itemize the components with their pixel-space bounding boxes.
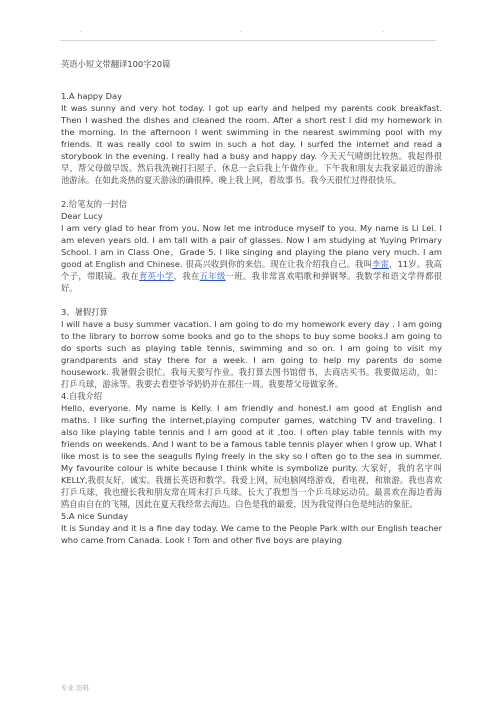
section-text: I will have a busy summer vacation. I am going to do my homework every day . I am going to the library to borrow some books and go to the shops to buy some books.I am going to do sports such as playing table tennis, swimming and so on. I am going to visit my grandparents and stay there for a week. I am going to help my parents do some housework. 我暑假会很忙。我每天要写作业。我打算去图书馆借书，去商店买书。我要做运动，如：打乒乓球，游泳等。我要去看望爷爷奶奶并在那住一周。我要帮父母做家务。 bbox=[61, 319, 442, 389]
section-heading: 2.给笔友的一封信 bbox=[61, 199, 127, 209]
section-4 bbox=[61, 390, 442, 510]
section-heading: 1.A happy Day bbox=[61, 91, 123, 101]
section-3 bbox=[61, 306, 442, 390]
underlined-term: 五年级 bbox=[199, 271, 226, 281]
underlined-term: 育英小学 bbox=[139, 271, 174, 281]
document-title: 英语小短文带翻译100字20篇 bbox=[61, 59, 171, 69]
section-text: It is Sunday and it is a fine day today. We came to the People Park with our English teacher who came from Canada. Look ! Tom and other five boys are playing bbox=[61, 523, 442, 545]
section-1 bbox=[61, 90, 442, 186]
section-heading: 5.A nice Sunday bbox=[61, 511, 129, 521]
letter-salutation: Dear Lucy bbox=[61, 211, 103, 221]
header-mark: . bbox=[382, 26, 385, 34]
section-heading: 4.自我介绍 bbox=[61, 391, 103, 401]
header-mark: . bbox=[240, 26, 243, 34]
page-footer: 专业.资料 bbox=[61, 684, 90, 692]
section-text: I am very glad to hear from you. Now let me introduce myself to you. My name is Li Lei. I am eleven years old. I am tall with a pair of glasses. Now I am studying at Yuying Primary School. I am in Class One，Grade 5. I like singing and playing the piano very much. I am good at English and Chinese. 很高兴收到你的来信。现在让我介绍我自己。我叫李雷，11岁。我高个子，带眼镜。我在育英小学，我在五年级一班。我非常喜欢唱歌和弹钢琴。我数学和语文学得都很好。 bbox=[61, 223, 442, 293]
underlined-term: 李雷 bbox=[372, 259, 390, 269]
section-text: Hello, everyone. My name is Kelly. I am friendly and honest.I am good at English and maths. I like surfing the internet,playing computer games, watching TV and traveling. I also like playing table tennis and I am good at it ,too. I often play table tennis with my friends on weekends. And I want to be a famous table tennis player when I grow up. What I like most is to see the seagulls flying freely in the sky so I often go to the sea in summer. My favourite colour is white because I think white is symbolize purity. 大家好，我的名字叫KELLY,我很友好，诚实。我擅长英语和数学。我爱上网，玩电脑网络游戏，看电视，和旅游。我也喜欢打乒乓球，我也擅长我和朋友常在周末打乒乓球。长大了我想当一个乒乓球运动员。最喜欢在海边看海鸥自由自在的飞翔，因此在夏天我经常去海边。白色是我的最爱，因为我觉得白色是纯洁的象征。 bbox=[61, 403, 442, 509]
section-5 bbox=[61, 510, 442, 546]
header-divider bbox=[60, 40, 436, 41]
section-heading: 3、暑假打算 bbox=[61, 307, 108, 317]
header-mark: . bbox=[80, 26, 83, 34]
section-text: It was sunny and very hot today. I got up early and helped my parents cook breakfast. Then I washed the dishes and cleaned the room. After a short rest I did my homework in the morning. In the afternoon I went swimming in the nearest swimming pool with my friends. It was really cool to swim in such a hot day. I surfed the internet and read a storybook in the evening. I really had a busy and happy day. 今天天气晴朗比较热。我起得很早，帮父母做早饭。然后我洗碗打扫屋子。休息一会后我上午做作业。下午我和朋友去我家最近的游泳池游泳。在如此炎热的夏天游泳的确很棒。晚上我上网，看故事书。我今天很忙过得很快乐。 bbox=[61, 103, 442, 185]
document-body bbox=[61, 58, 442, 546]
section-2 bbox=[61, 198, 442, 294]
